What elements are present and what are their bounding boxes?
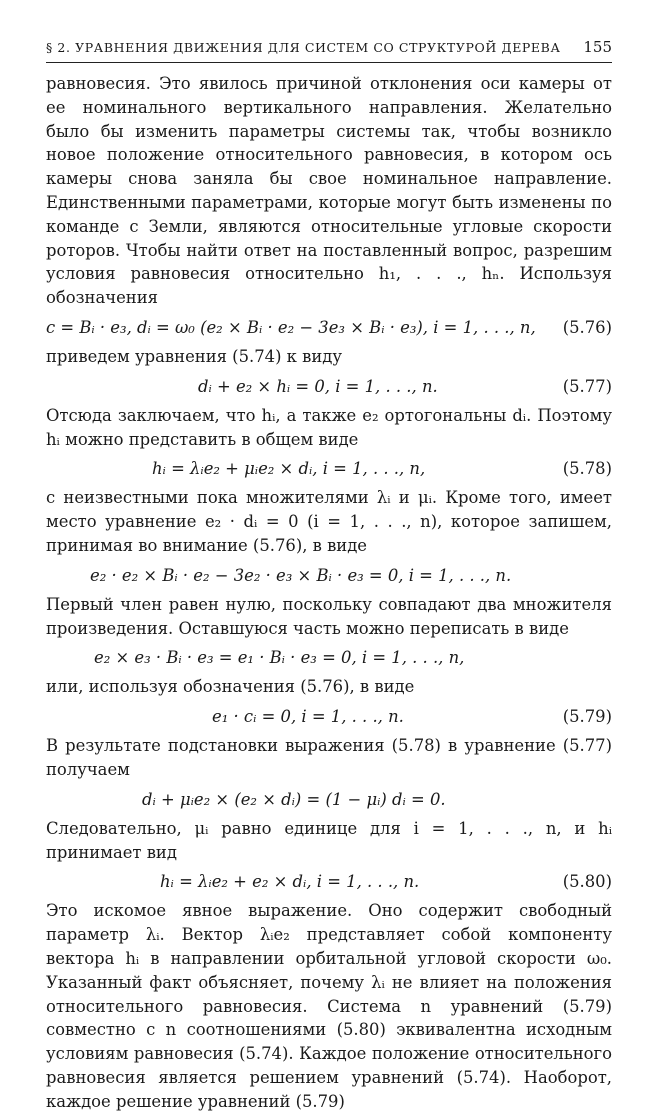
equation-formula: dᵢ + e₂ × hᵢ = 0, i = 1, . . ., n. (198, 376, 438, 396)
equation-number: (5.76) (562, 317, 612, 337)
equation-number: (5.78) (562, 459, 612, 479)
equation-formula: e₁ · cᵢ = 0, i = 1, . . ., n. (212, 707, 404, 727)
paragraph-4: с неизвестными пока множителями λᵢ и μᵢ. Кроме того, имеет место уравнение e₂ · dᵢ = 0 (i = 1, . . ., n), которое запишем, принимая во внимание (5.76), в виде (46, 488, 612, 555)
paragraph-9: Это искомое явное выражение. Оно содержит свободный параметр λᵢ. Вектор λᵢe₂ представляет собой компоненту вектора hᵢ в направлении орбитальной угловой скорости ω₀. Указанный факт объясняет, почему λᵢ не влияет на положения относительного равновесия. Система n уравнений (5.79) совместно с n соотношениями (5.80) эквивалентна исходным условиям равновесия (5.74). Каждое положение относительного равновесия является решением уравнений (5.74). Наоборот, каждое решение уравнений (5.79) (46, 901, 613, 1111)
running-title: § 2. УРАВНЕНИЯ ДВИЖЕНИЯ ДЛЯ СИСТЕМ СО СТРУКТУРОЙ ДЕРЕВА (46, 40, 561, 55)
paragraph-1: равновесия. Это явилось причиной отклонения оси камеры от ее номинального вертикального направления. Желательно было бы изменить параметры системы так, чтобы возникло новое положение относительного равновесия, в котором ось камеры снова заняла бы свое номинальное направление. Единственными параметрами, которые могут быть изменены по команде с Земли, являются относительные угловые скорости роторов. Чтобы найти ответ на поставленный вопрос, разрешим условия равновесия относительно h₁, . . ., hₙ. Используя обозначения (46, 74, 612, 308)
equation-number: (5.79) (562, 707, 612, 727)
page-number: 155 (583, 38, 612, 56)
equation-unnumbered-1 (46, 560, 612, 591)
paragraph-3: Отсюда заключаем, что hᵢ, а также e₂ ортогональны dᵢ. Поэтому hᵢ можно представить в общем виде (46, 405, 612, 449)
header-rule (46, 62, 612, 63)
equation-formula: e₂ · e₂ × Bᵢ · e₂ − 3e₂ · e₃ × Bᵢ · e₃ = 0, i = 1, . . ., n. (90, 565, 512, 585)
equation-5-80 (46, 866, 612, 897)
equation-5-78 (46, 453, 612, 484)
paragraph-7: В результате подстановки выражения (5.78) в уравнение (5.77) получаем (46, 736, 612, 779)
paragraph-6: или, используя обозначения (5.76), в виде (46, 677, 415, 697)
equation-5-76 (46, 312, 612, 343)
equation-formula: e₂ × e₃ · Bᵢ · e₃ = e₁ · Bᵢ · e₃ = 0, i = 1, . . ., n, (94, 648, 465, 668)
equation-formula: c = Bᵢ · e₃, dᵢ = ω₀ (e₂ × Bᵢ · e₂ − 3e₃ × Bᵢ · e₃), i = 1, . . ., n, (46, 317, 536, 337)
paragraph-5: Первый член равен нулю, поскольку совпадают два множителя произведения. Оставшуюся часть можно переписать в виде (46, 594, 612, 638)
equation-formula: hᵢ = λᵢe₂ + μᵢe₂ × dᵢ, i = 1, . . ., n, (152, 459, 426, 479)
equation-5-77 (46, 371, 612, 402)
equation-unnumbered-2 (46, 642, 612, 673)
equation-formula: dᵢ + μᵢe₂ × (e₂ × dᵢ) = (1 − μᵢ) dᵢ = 0. (142, 789, 446, 809)
equation-formula: hᵢ = λᵢe₂ + e₂ × dᵢ, i = 1, . . ., n. (160, 872, 420, 892)
equation-number: (5.77) (562, 376, 612, 396)
equation-unnumbered-3 (46, 784, 612, 815)
page-body (46, 72, 612, 1114)
paragraph-2: приведем уравнения (5.74) к виду (46, 346, 343, 366)
equation-number: (5.80) (562, 872, 612, 892)
equation-5-79 (46, 701, 612, 732)
paragraph-8: Следовательно, μᵢ равно единице для i = 1, . . ., n, и hᵢ принимает вид (46, 818, 612, 862)
running-header (46, 38, 612, 60)
